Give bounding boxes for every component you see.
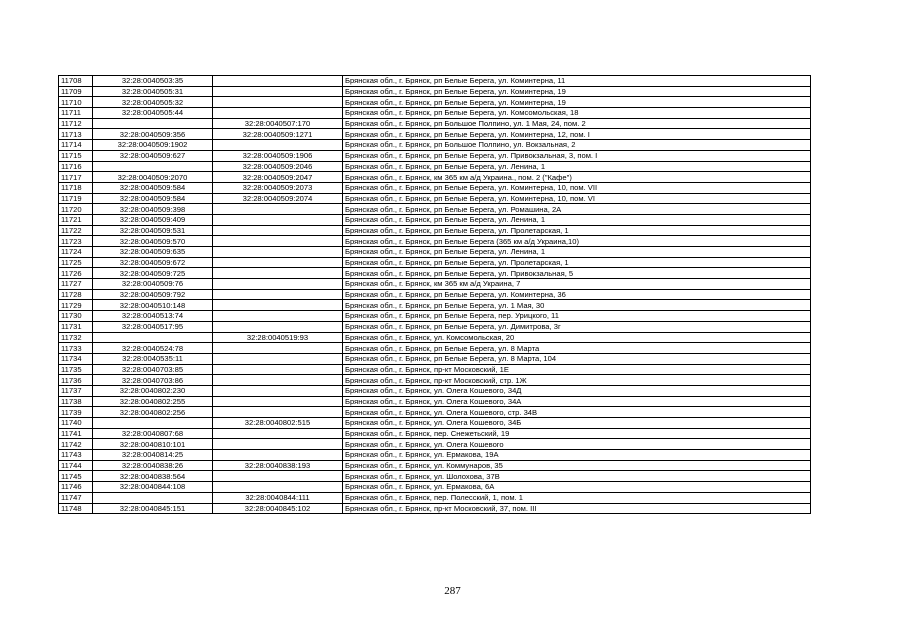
cadastral-number-cell: 32:28:0040802:230 — [93, 385, 213, 396]
address-cell: Брянская обл., г. Брянск, рп Белые Берега (365 км а/д Украина,10) — [343, 236, 811, 247]
address-cell: Брянская обл., г. Брянск, рп Белые Берега, ул. Пролетарская, 1 — [343, 225, 811, 236]
address-cell: Брянская обл., г. Брянск, рп Белые Берега, ул. Ленина, 1 — [343, 161, 811, 172]
table-row — [59, 450, 811, 461]
row-number-cell: 11741 — [59, 428, 93, 439]
cadastral-number-cell — [93, 332, 213, 343]
table-row — [59, 140, 811, 151]
related-cadastral-number-cell — [213, 375, 343, 386]
table-row — [59, 396, 811, 407]
cadastral-number-cell: 32:28:0040838:26 — [93, 460, 213, 471]
related-cadastral-number-cell — [213, 450, 343, 461]
cadastral-number-cell: 32:28:0040517:95 — [93, 321, 213, 332]
cadastral-number-cell: 32:28:0040509:1902 — [93, 140, 213, 151]
cadastral-number-cell: 32:28:0040509:584 — [93, 193, 213, 204]
cadastral-number-cell: 32:28:0040509:635 — [93, 247, 213, 258]
table-row — [59, 492, 811, 503]
address-cell: Брянская обл., г. Брянск, ул. Ермакова, 6А — [343, 482, 811, 493]
cadastral-number-cell: 32:28:0040509:725 — [93, 268, 213, 279]
table-row — [59, 439, 811, 450]
row-number-cell: 11722 — [59, 225, 93, 236]
table-row — [59, 311, 811, 322]
table-row — [59, 118, 811, 129]
table-row — [59, 257, 811, 268]
related-cadastral-number-cell — [213, 482, 343, 493]
row-number-cell: 11724 — [59, 247, 93, 258]
related-cadastral-number-cell — [213, 353, 343, 364]
row-number-cell: 11708 — [59, 76, 93, 87]
table-row — [59, 418, 811, 429]
row-number-cell: 11735 — [59, 364, 93, 375]
address-cell: Брянская обл., г. Брянск, рп Белые Берега, ул. Коминтерна, 19 — [343, 86, 811, 97]
related-cadastral-number-cell — [213, 140, 343, 151]
row-number-cell: 11744 — [59, 460, 93, 471]
address-cell: Брянская обл., г. Брянск, рп Белые Берега, ул. Коминтерна, 10, пом. VI — [343, 193, 811, 204]
row-number-cell: 11736 — [59, 375, 93, 386]
address-cell: Брянская обл., г. Брянск, рп Белые Берега, ул. Коминтерна, 10, пом. VII — [343, 182, 811, 193]
table-row — [59, 375, 811, 386]
row-number-cell: 11711 — [59, 108, 93, 119]
table-row — [59, 204, 811, 215]
related-cadastral-number-cell — [213, 385, 343, 396]
table-row — [59, 225, 811, 236]
related-cadastral-number-cell — [213, 225, 343, 236]
row-number-cell: 11718 — [59, 182, 93, 193]
related-cadastral-number-cell: 32:28:0040509:2046 — [213, 161, 343, 172]
table-row — [59, 108, 811, 119]
address-cell: Брянская обл., г. Брянск, рп Белые Берега, ул. Ленина, 1 — [343, 247, 811, 258]
related-cadastral-number-cell: 32:28:0040519:93 — [213, 332, 343, 343]
table-row — [59, 364, 811, 375]
cadastral-number-cell: 32:28:0040703:86 — [93, 375, 213, 386]
related-cadastral-number-cell — [213, 257, 343, 268]
cadastral-number-cell: 32:28:0040845:151 — [93, 503, 213, 514]
row-number-cell: 11746 — [59, 482, 93, 493]
table-row — [59, 161, 811, 172]
row-number-cell: 11717 — [59, 172, 93, 183]
cadastral-number-cell — [93, 492, 213, 503]
address-cell: Брянская обл., г. Брянск, рп Белые Берега, ул. 1 Мая, 30 — [343, 300, 811, 311]
row-number-cell: 11715 — [59, 150, 93, 161]
address-cell: Брянская обл., г. Брянск, ул. Олега Кошевого — [343, 439, 811, 450]
table-row — [59, 385, 811, 396]
related-cadastral-number-cell — [213, 108, 343, 119]
table-row — [59, 471, 811, 482]
row-number-cell: 11730 — [59, 311, 93, 322]
address-cell: Брянская обл., г. Брянск, км 365 км а/д Украина, 7 — [343, 279, 811, 290]
cadastral-number-cell: 32:28:0040513:74 — [93, 311, 213, 322]
address-cell: Брянская обл., г. Брянск, рп Белые Берега, ул. Коминтерна, 12, пом. I — [343, 129, 811, 140]
related-cadastral-number-cell — [213, 364, 343, 375]
related-cadastral-number-cell — [213, 86, 343, 97]
cadastral-number-cell: 32:28:0040505:31 — [93, 86, 213, 97]
related-cadastral-number-cell — [213, 268, 343, 279]
address-cell: Брянская обл., г. Брянск, рп Белые Берега, ул. Пролетарская, 1 — [343, 257, 811, 268]
row-number-cell: 11725 — [59, 257, 93, 268]
related-cadastral-number-cell — [213, 396, 343, 407]
cadastral-number-cell: 32:28:0040509:627 — [93, 150, 213, 161]
table-row — [59, 482, 811, 493]
cadastral-number-cell: 32:28:0040844:108 — [93, 482, 213, 493]
row-number-cell: 11719 — [59, 193, 93, 204]
address-cell: Брянская обл., г. Брянск, рп Белые Берега, ул. Ленина, 1 — [343, 214, 811, 225]
cadastral-number-cell — [93, 161, 213, 172]
cadastral-number-cell: 32:28:0040509:356 — [93, 129, 213, 140]
cadastral-number-cell: 32:28:0040535:11 — [93, 353, 213, 364]
related-cadastral-number-cell: 32:28:0040509:2047 — [213, 172, 343, 183]
cadastral-number-cell: 32:28:0040814:25 — [93, 450, 213, 461]
address-cell: Брянская обл., г. Брянск, ул. Олега Кошевого, 34Д — [343, 385, 811, 396]
address-cell: Брянская обл., г. Брянск, пр-кт Московский, 37, пом. III — [343, 503, 811, 514]
cadastral-number-cell: 32:28:0040509:2070 — [93, 172, 213, 183]
cadastral-number-cell: 32:28:0040838:564 — [93, 471, 213, 482]
related-cadastral-number-cell — [213, 97, 343, 108]
related-cadastral-number-cell: 32:28:0040802:515 — [213, 418, 343, 429]
related-cadastral-number-cell: 32:28:0040844:111 — [213, 492, 343, 503]
related-cadastral-number-cell — [213, 214, 343, 225]
related-cadastral-number-cell: 32:28:0040507:170 — [213, 118, 343, 129]
table-row — [59, 236, 811, 247]
cadastral-number-cell: 32:28:0040802:255 — [93, 396, 213, 407]
related-cadastral-number-cell — [213, 279, 343, 290]
related-cadastral-number-cell — [213, 343, 343, 354]
address-cell: Брянская обл., г. Брянск, ул. Олега Кошевого, 34Б — [343, 418, 811, 429]
cadastral-number-cell: 32:28:0040505:32 — [93, 97, 213, 108]
address-cell: Брянская обл., г. Брянск, рп Белые Берега, ул. Привокзальная, 5 — [343, 268, 811, 279]
table-row — [59, 150, 811, 161]
address-cell: Брянская обл., г. Брянск, ул. Олега Кошевого, 34А — [343, 396, 811, 407]
address-cell: Брянская обл., г. Брянск, пер. Полесский, 1, пом. 1 — [343, 492, 811, 503]
row-number-cell: 11723 — [59, 236, 93, 247]
related-cadastral-number-cell — [213, 407, 343, 418]
registry-table-body — [59, 76, 811, 514]
address-cell: Брянская обл., г. Брянск, рп Белые Берега, ул. 8 Марта — [343, 343, 811, 354]
cadastral-number-cell: 32:28:0040509:76 — [93, 279, 213, 290]
row-number-cell: 11721 — [59, 214, 93, 225]
related-cadastral-number-cell — [213, 289, 343, 300]
address-cell: Брянская обл., г. Брянск, пер. Снежетьский, 19 — [343, 428, 811, 439]
cadastral-number-cell: 32:28:0040807:68 — [93, 428, 213, 439]
row-number-cell: 11727 — [59, 279, 93, 290]
row-number-cell: 11748 — [59, 503, 93, 514]
address-cell: Брянская обл., г. Брянск, рп Белые Берега, ул. Коминтерна, 36 — [343, 289, 811, 300]
address-cell: Брянская обл., г. Брянск, ул. Комсомольская, 20 — [343, 332, 811, 343]
row-number-cell: 11716 — [59, 161, 93, 172]
table-row — [59, 97, 811, 108]
table-row — [59, 343, 811, 354]
cadastral-number-cell: 32:28:0040509:409 — [93, 214, 213, 225]
table-row — [59, 407, 811, 418]
table-row — [59, 193, 811, 204]
related-cadastral-number-cell — [213, 204, 343, 215]
related-cadastral-number-cell: 32:28:0040509:2073 — [213, 182, 343, 193]
cadastral-number-cell: 32:28:0040524:78 — [93, 343, 213, 354]
cadastral-number-cell: 32:28:0040509:398 — [93, 204, 213, 215]
related-cadastral-number-cell — [213, 236, 343, 247]
related-cadastral-number-cell — [213, 321, 343, 332]
cadastral-number-cell: 32:28:0040510:148 — [93, 300, 213, 311]
row-number-cell: 11742 — [59, 439, 93, 450]
row-number-cell: 11739 — [59, 407, 93, 418]
address-cell: Брянская обл., г. Брянск, рп Большое Полпино, ул. Вокзальная, 2 — [343, 140, 811, 151]
table-row — [59, 214, 811, 225]
cadastral-number-cell: 32:28:0040509:792 — [93, 289, 213, 300]
table-row — [59, 289, 811, 300]
table-row — [59, 428, 811, 439]
address-cell: Брянская обл., г. Брянск, рп Белые Берега, ул. Димитрова, 3г — [343, 321, 811, 332]
address-cell: Брянская обл., г. Брянск, рп Белые Берега, ул. Коминтерна, 19 — [343, 97, 811, 108]
table-row — [59, 332, 811, 343]
related-cadastral-number-cell — [213, 76, 343, 87]
row-number-cell: 11710 — [59, 97, 93, 108]
address-cell: Брянская обл., г. Брянск, пр-кт Московский, 1Е — [343, 364, 811, 375]
table-row — [59, 353, 811, 364]
cadastral-number-cell — [93, 118, 213, 129]
row-number-cell: 11743 — [59, 450, 93, 461]
related-cadastral-number-cell — [213, 428, 343, 439]
table-row — [59, 182, 811, 193]
table-row — [59, 247, 811, 258]
address-cell: Брянская обл., г. Брянск, рп Белые Берега, ул. Ромашина, 2А — [343, 204, 811, 215]
row-number-cell: 11729 — [59, 300, 93, 311]
address-cell: Брянская обл., г. Брянск, ул. Шолохова, 37В — [343, 471, 811, 482]
related-cadastral-number-cell — [213, 247, 343, 258]
related-cadastral-number-cell — [213, 300, 343, 311]
row-number-cell: 11731 — [59, 321, 93, 332]
row-number-cell: 11733 — [59, 343, 93, 354]
address-cell: Брянская обл., г. Брянск, км 365 км а/д Украина., пом. 2 ("Кафе") — [343, 172, 811, 183]
table-row — [59, 172, 811, 183]
address-cell: Брянская обл., г. Брянск, ул. Ермакова, 19А — [343, 450, 811, 461]
row-number-cell: 11712 — [59, 118, 93, 129]
related-cadastral-number-cell — [213, 471, 343, 482]
page-number: 287 — [444, 585, 461, 597]
address-cell: Брянская обл., г. Брянск, ул. Олега Кошевого, стр. 34В — [343, 407, 811, 418]
address-cell: Брянская обл., г. Брянск, рп Большое Полпино, ул. 1 Мая, 24, пом. 2 — [343, 118, 811, 129]
row-number-cell: 11713 — [59, 129, 93, 140]
row-number-cell: 11740 — [59, 418, 93, 429]
related-cadastral-number-cell: 32:28:0040845:102 — [213, 503, 343, 514]
cadastral-number-cell: 32:28:0040509:531 — [93, 225, 213, 236]
row-number-cell: 11734 — [59, 353, 93, 364]
registry-table — [58, 75, 811, 514]
row-number-cell: 11732 — [59, 332, 93, 343]
row-number-cell: 11747 — [59, 492, 93, 503]
table-row — [59, 86, 811, 97]
table-row — [59, 129, 811, 140]
table-row — [59, 503, 811, 514]
row-number-cell: 11726 — [59, 268, 93, 279]
row-number-cell: 11709 — [59, 86, 93, 97]
row-number-cell: 11714 — [59, 140, 93, 151]
cadastral-number-cell: 32:28:0040505:44 — [93, 108, 213, 119]
cadastral-number-cell — [93, 418, 213, 429]
cadastral-number-cell: 32:28:0040802:256 — [93, 407, 213, 418]
address-cell: Брянская обл., г. Брянск, пр-кт Московский, стр. 1Ж — [343, 375, 811, 386]
cadastral-number-cell: 32:28:0040810:101 — [93, 439, 213, 450]
address-cell: Брянская обл., г. Брянск, рп Белые Берега, ул. Коминтерна, 11 — [343, 76, 811, 87]
address-cell: Брянская обл., г. Брянск, рп Белые Берега, пер. Урицкого, 11 — [343, 311, 811, 322]
row-number-cell: 11745 — [59, 471, 93, 482]
related-cadastral-number-cell: 32:28:0040509:1271 — [213, 129, 343, 140]
table-row — [59, 268, 811, 279]
cadastral-number-cell: 32:28:0040503:35 — [93, 76, 213, 87]
address-cell: Брянская обл., г. Брянск, рп Белые Берега, ул. 8 Марта, 104 — [343, 353, 811, 364]
table-row — [59, 321, 811, 332]
cadastral-number-cell: 32:28:0040509:584 — [93, 182, 213, 193]
table-row — [59, 300, 811, 311]
related-cadastral-number-cell: 32:28:0040838:193 — [213, 460, 343, 471]
related-cadastral-number-cell: 32:28:0040509:2074 — [213, 193, 343, 204]
cadastral-number-cell: 32:28:0040509:570 — [93, 236, 213, 247]
row-number-cell: 11728 — [59, 289, 93, 300]
address-cell: Брянская обл., г. Брянск, рп Белые Берега, ул. Комсомольская, 18 — [343, 108, 811, 119]
table-row — [59, 76, 811, 87]
table-row — [59, 279, 811, 290]
row-number-cell: 11737 — [59, 385, 93, 396]
row-number-cell: 11738 — [59, 396, 93, 407]
cadastral-number-cell: 32:28:0040703:85 — [93, 364, 213, 375]
row-number-cell: 11720 — [59, 204, 93, 215]
related-cadastral-number-cell — [213, 439, 343, 450]
table-row — [59, 460, 811, 471]
address-cell: Брянская обл., г. Брянск, рп Белые Берега, ул. Привокзальная, 3, пом. I — [343, 150, 811, 161]
related-cadastral-number-cell: 32:28:0040509:1906 — [213, 150, 343, 161]
address-cell: Брянская обл., г. Брянск, ул. Коммунаров, 35 — [343, 460, 811, 471]
cadastral-number-cell: 32:28:0040509:672 — [93, 257, 213, 268]
related-cadastral-number-cell — [213, 311, 343, 322]
